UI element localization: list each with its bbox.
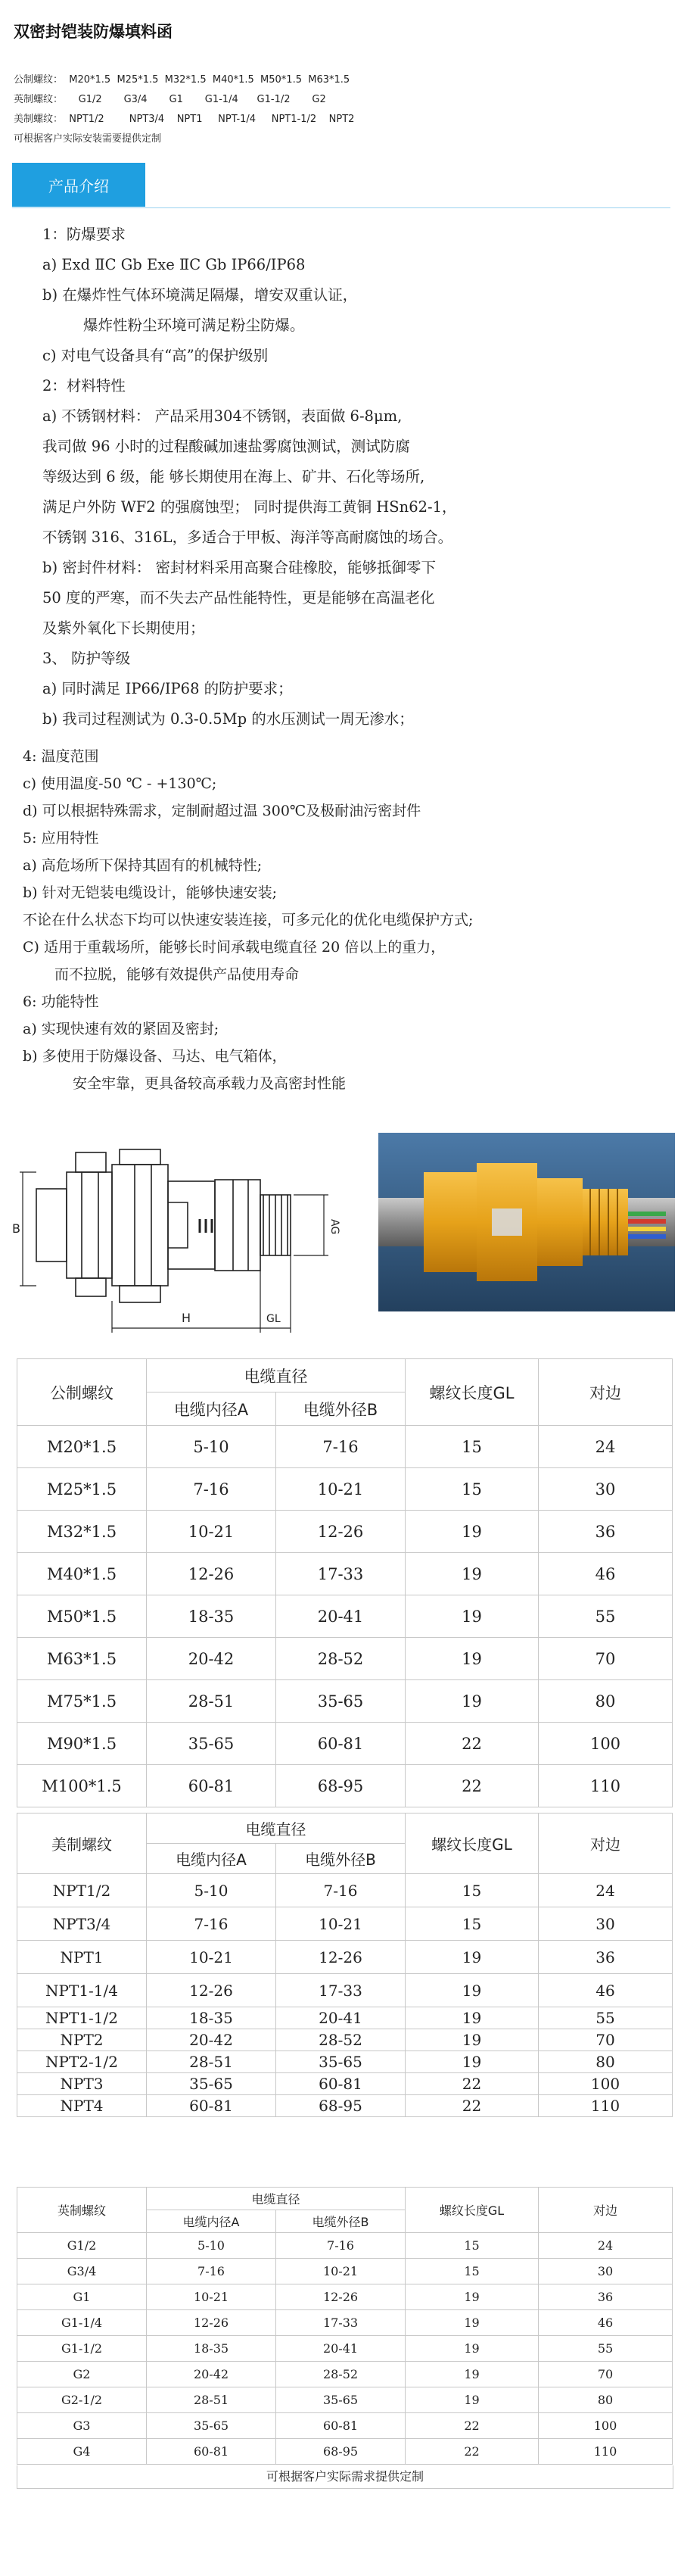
table-cell: 100 [539, 2413, 673, 2439]
table-cell: NPT3/4 [17, 1907, 147, 1941]
table-cell: 17-33 [276, 2310, 406, 2336]
content-line: 等级达到 6 级，能 够长期使用在海上、矿井、石化等场所, [42, 468, 425, 485]
table-cell: G1 [17, 2284, 147, 2310]
table-cell: 36 [539, 2284, 673, 2310]
content-line: b) 我司过程测试为 0.3-0.5Mp 的水压测试一周无渗水； [42, 710, 414, 728]
section-3-heading: 3、 防护等级 [42, 650, 131, 667]
table-cell: 100 [539, 1723, 673, 1765]
table-cell: 15 [406, 1874, 539, 1907]
table-cell: 60-81 [276, 2413, 406, 2439]
table-row [17, 1553, 673, 1595]
content-line: a) 高危场所下保持其固有的机械特性; [23, 857, 263, 874]
table-cell: M40*1.5 [17, 1553, 147, 1595]
table-cell: 110 [539, 1765, 673, 1807]
content-line: 不锈钢 316、316L，多适合于甲板、海洋等高耐腐蚀的场合。 [42, 529, 453, 546]
table-cell: M90*1.5 [17, 1723, 147, 1765]
metric-rows [17, 1426, 673, 1807]
table-cell: 80 [539, 2051, 673, 2073]
table-cell: 19 [406, 1553, 539, 1595]
table-cell: 19 [406, 2051, 539, 2073]
tab-divider [12, 207, 670, 208]
table-cell: 7-16 [276, 2233, 406, 2259]
content-line: 不论在什么状态下均可以快速安装连接，可多元化的优化电缆保护方式; [23, 912, 474, 928]
table-cell: 15 [406, 2233, 539, 2259]
table-cell: 68-95 [276, 2095, 406, 2117]
table-cell: 20-41 [276, 1595, 406, 1638]
table-cell: 28-52 [276, 1638, 406, 1680]
table-cell: NPT1/2 [17, 1874, 147, 1907]
dimension-h-label: H [182, 1311, 191, 1325]
across-flats-header: 对边 [539, 2188, 673, 2233]
customization-footer-note: 可根据客户实际需求提供定制 [17, 2465, 673, 2489]
table-cell: 60-81 [147, 1765, 276, 1807]
content-line: 爆炸性粉尘环境可满足粉尘防爆。 [83, 317, 305, 334]
table-cell: 20-42 [147, 1638, 276, 1680]
tab-product-intro[interactable]: 产品介绍 [12, 163, 145, 207]
table-row [17, 2413, 673, 2439]
table-cell: 19 [406, 1511, 539, 1553]
table-cell: 46 [539, 1974, 673, 2007]
section-6-heading: 6: 功能特性 [23, 993, 99, 1010]
american-thread-header: 美制螺纹 [17, 1813, 147, 1874]
table-cell: 7-16 [147, 2259, 276, 2284]
table-cell: 15 [406, 1907, 539, 1941]
table-cell: M50*1.5 [17, 1595, 147, 1638]
thread-length-header: 螺纹长度GL [406, 1813, 539, 1874]
table-cell: 46 [539, 2310, 673, 2336]
table-cell: G4 [17, 2439, 147, 2465]
table-cell: NPT2 [17, 2029, 147, 2051]
british-thread-table [17, 2187, 673, 2465]
table-row [17, 2336, 673, 2362]
content-line: b) 针对无铠装电缆设计，能够快速安装; [23, 884, 278, 901]
dimension-gl-label: GL [266, 1313, 281, 1325]
table-cell: 30 [539, 1468, 673, 1511]
table-cell: 36 [539, 1941, 673, 1974]
content-line: 及紫外氧化下长期使用； [42, 619, 205, 637]
table-row [17, 2233, 673, 2259]
cable-gland-cutaway-photo [378, 1133, 675, 1311]
british-thread-spec: 英制螺纹： G1/2 G3/4 G1 G1-1/4 G1-1/2 G2 [14, 94, 326, 105]
table-cell: G3/4 [17, 2259, 147, 2284]
content-line: a) 同时满足 IP66/IP68 的防护要求； [42, 680, 293, 697]
table-row [17, 2439, 673, 2465]
table-cell: 18-35 [147, 2336, 276, 2362]
table-row [17, 2095, 673, 2117]
inner-diameter-header: 电缆内径A [147, 2210, 276, 2233]
american-rows [17, 1874, 673, 2117]
table-cell: 24 [539, 1426, 673, 1468]
table-cell: 35-65 [276, 2387, 406, 2413]
table-row [17, 2387, 673, 2413]
dimension-b-label: B [12, 1221, 20, 1236]
custom-note: 可根据客户实际安装需要提供定制 [14, 133, 162, 145]
table-cell: NPT4 [17, 2095, 147, 2117]
table-cell: 30 [539, 1907, 673, 1941]
table-cell: 22 [406, 2413, 539, 2439]
content-line: a) Exd ⅡC Gb Exe ⅡC Gb IP66/IP68 [42, 256, 306, 273]
section-4-heading: 4: 温度范围 [23, 748, 99, 765]
cable-diameter-header: 电缆直径 [147, 1813, 406, 1844]
table-cell: G2-1/2 [17, 2387, 147, 2413]
table-cell: M75*1.5 [17, 1680, 147, 1723]
content-line: 而不拉脱，能够有效提供产品使用寿命 [54, 966, 300, 983]
content-line: b) 在爆炸性气体环境满足隔爆，增安双重认证， [42, 286, 358, 304]
dimension-ag-label: AG [328, 1219, 340, 1235]
content-line: 50 度的严寒，而不失去产品性能特性，更是能够在高温老化 [42, 589, 435, 607]
table-row [17, 2051, 673, 2073]
table-cell: 60-81 [147, 2439, 276, 2465]
inner-diameter-header: 电缆内径A [147, 1844, 276, 1874]
table-row [17, 1723, 673, 1765]
table-cell: 30 [539, 2259, 673, 2284]
table-cell: 24 [539, 1874, 673, 1907]
table-cell: 100 [539, 2073, 673, 2095]
table-cell: 19 [406, 2310, 539, 2336]
cable-diameter-header: 电缆直径 [147, 1359, 406, 1392]
table-cell: NPT1-1/4 [17, 1974, 147, 2007]
table-cell: 55 [539, 2007, 673, 2029]
table-row [17, 1426, 673, 1468]
table-row [17, 1907, 673, 1941]
table-cell: 10-21 [147, 2284, 276, 2310]
table-cell: 68-95 [276, 2439, 406, 2465]
table-cell: 7-16 [147, 1468, 276, 1511]
outer-diameter-header: 电缆外径B [276, 1844, 406, 1874]
table-cell: 19 [406, 2387, 539, 2413]
table-cell: 28-52 [276, 2029, 406, 2051]
cable-diameter-header: 电缆直径 [147, 2188, 406, 2210]
table-cell: 55 [539, 2336, 673, 2362]
table-row [17, 1974, 673, 2007]
content-line: a) 不锈钢材料： 产品采用304不锈钢，表面做 6-8μm, [42, 407, 403, 425]
table-cell: NPT1-1/2 [17, 2007, 147, 2029]
american-thread-spec: 美制螺纹： NPT1/2 NPT3/4 NPT1 NPT-1/4 NPT1-1/2 NPT2 [14, 114, 355, 125]
table-cell: 35-65 [147, 1723, 276, 1765]
table-cell: M100*1.5 [17, 1765, 147, 1807]
section-5-heading: 5: 应用特性 [23, 830, 99, 847]
british-rows [17, 2233, 673, 2465]
table-cell: 20-41 [276, 2336, 406, 2362]
table-cell: 10-21 [276, 2259, 406, 2284]
table-cell: 15 [406, 1468, 539, 1511]
table-cell: G1-1/2 [17, 2336, 147, 2362]
metric-thread-table [17, 1358, 673, 1807]
table-cell: 20-42 [147, 2362, 276, 2387]
page-title: 双密封铠装防爆填料函 [14, 23, 173, 41]
table-row [17, 1941, 673, 1974]
content-line: C) 适用于重载场所，能够长时间承载电缆直径 20 倍以上的重力， [23, 939, 446, 956]
content-line: 安全牢靠，更具备较高承载力及高密封性能 [73, 1075, 347, 1092]
table-cell: 19 [406, 2336, 539, 2362]
content-line: b) 多使用于防爆设备、马达、电气箱体， [23, 1048, 287, 1065]
across-flats-header: 对边 [539, 1359, 673, 1426]
table-cell: 12-26 [276, 1511, 406, 1553]
table-cell: 55 [539, 1595, 673, 1638]
table-cell: 10-21 [147, 1941, 276, 1974]
metric-thread-header: 公制螺纹 [17, 1359, 147, 1426]
table-cell: 18-35 [147, 2007, 276, 2029]
table-cell: 60-81 [147, 2095, 276, 2117]
table-cell: 20-41 [276, 2007, 406, 2029]
table-cell: 19 [406, 1638, 539, 1680]
table-row [17, 1638, 673, 1680]
table-cell: 12-26 [276, 1941, 406, 1974]
table-cell: 35-65 [276, 1680, 406, 1723]
table-cell: 10-21 [276, 1468, 406, 1511]
table-cell: 36 [539, 1511, 673, 1553]
table-cell: 28-51 [147, 2387, 276, 2413]
table-row [17, 1468, 673, 1511]
table-cell: 70 [539, 1638, 673, 1680]
table-cell: 12-26 [147, 2310, 276, 2336]
table-cell: 80 [539, 2387, 673, 2413]
table-cell: 28-52 [276, 2362, 406, 2387]
thread-length-header: 螺纹长度GL [406, 1359, 539, 1426]
table-cell: 22 [406, 2095, 539, 2117]
inner-diameter-header: 电缆内径A [147, 1392, 276, 1426]
table-cell: 19 [406, 1680, 539, 1723]
table-cell: M63*1.5 [17, 1638, 147, 1680]
table-cell: 19 [406, 1974, 539, 2007]
table-cell: 19 [406, 1941, 539, 1974]
section-1-heading: 1：防爆要求 [42, 226, 126, 243]
table-row [17, 1680, 673, 1723]
content-line: 我司做 96 小时的过程酸碱加速盐雾腐蚀测试，测试防腐 [42, 438, 410, 455]
table-cell: G3 [17, 2413, 147, 2439]
table-row [17, 1874, 673, 1907]
table-cell: 18-35 [147, 1595, 276, 1638]
table-cell: 70 [539, 2029, 673, 2051]
table-cell: 22 [406, 2073, 539, 2095]
table-cell: 110 [539, 2095, 673, 2117]
table-cell: 17-33 [276, 1553, 406, 1595]
table-cell: 5-10 [147, 1426, 276, 1468]
table-cell: 5-10 [147, 2233, 276, 2259]
table-cell: 28-51 [147, 2051, 276, 2073]
thread-length-header: 螺纹长度GL [406, 2188, 539, 2233]
british-thread-header: 英制螺纹 [17, 2188, 147, 2233]
table-row [17, 1765, 673, 1807]
table-cell: 12-26 [276, 2284, 406, 2310]
table-cell: M20*1.5 [17, 1426, 147, 1468]
table-cell: 22 [406, 2439, 539, 2465]
table-row [17, 2007, 673, 2029]
table-cell: 22 [406, 1765, 539, 1807]
table-cell: 19 [406, 2362, 539, 2387]
table-row [17, 2310, 673, 2336]
table-cell: 60-81 [276, 2073, 406, 2095]
content-line: a) 实现快速有效的紧固及密封; [23, 1021, 219, 1037]
table-cell: 19 [406, 1595, 539, 1638]
table-cell: 7-16 [276, 1874, 406, 1907]
table-cell: 46 [539, 1553, 673, 1595]
table-row [17, 2284, 673, 2310]
table-cell: 60-81 [276, 1723, 406, 1765]
outer-diameter-header: 电缆外径B [276, 1392, 406, 1426]
american-thread-table [17, 1813, 673, 2117]
table-cell: 19 [406, 2029, 539, 2051]
table-cell: 80 [539, 1680, 673, 1723]
content-line: b) 密封件材料： 密封材料采用高聚合硅橡胶，能够抵御零下 [42, 559, 436, 576]
content-line: c) 对电气设备具有“高”的保护级别 [42, 347, 269, 364]
table-cell: 68-95 [276, 1765, 406, 1807]
table-cell: 12-26 [147, 1974, 276, 2007]
metric-thread-spec: 公制螺纹： M20*1.5 M25*1.5 M32*1.5 M40*1.5 M50*1.5 M63*1.5 [14, 74, 350, 86]
table-cell: 15 [406, 1426, 539, 1468]
table-cell: 35-65 [147, 2413, 276, 2439]
table-cell: NPT2-1/2 [17, 2051, 147, 2073]
table-cell: 15 [406, 2259, 539, 2284]
table-cell: 12-26 [147, 1553, 276, 1595]
outer-diameter-header: 电缆外径B [276, 2210, 406, 2233]
table-cell: 20-42 [147, 2029, 276, 2051]
section-2-heading: 2：材料特性 [42, 377, 126, 395]
table-cell: 35-65 [276, 2051, 406, 2073]
table-row [17, 2029, 673, 2051]
content-line: 满足户外防 WF2 的强腐蚀型； 同时提供海工黄铜 HSn62-1， [42, 498, 457, 516]
table-cell: 19 [406, 2007, 539, 2029]
table-cell: 7-16 [147, 1907, 276, 1941]
table-cell: M32*1.5 [17, 1511, 147, 1553]
table-row [17, 2259, 673, 2284]
table-cell: 70 [539, 2362, 673, 2387]
table-cell: G1/2 [17, 2233, 147, 2259]
content-line: d) 可以根据特殊需求，定制耐超过温 300℃及极耐油污密封件 [23, 803, 421, 819]
table-cell: NPT3 [17, 2073, 147, 2095]
table-row [17, 1595, 673, 1638]
table-cell: 17-33 [276, 1974, 406, 2007]
table-cell: 19 [406, 2284, 539, 2310]
table-cell: G1-1/4 [17, 2310, 147, 2336]
content-line: c) 使用温度-50 ℃ - +130℃; [23, 775, 217, 792]
table-cell: NPT1 [17, 1941, 147, 1974]
table-cell: 28-51 [147, 1680, 276, 1723]
table-cell: 24 [539, 2233, 673, 2259]
table-row [17, 1511, 673, 1553]
table-cell: 7-16 [276, 1426, 406, 1468]
cable-gland-drawing [6, 1119, 363, 1339]
table-cell: 110 [539, 2439, 673, 2465]
table-cell: 10-21 [276, 1907, 406, 1941]
table-cell: 10-21 [147, 1511, 276, 1553]
table-cell: 5-10 [147, 1874, 276, 1907]
table-cell: 22 [406, 1723, 539, 1765]
table-cell: 35-65 [147, 2073, 276, 2095]
table-row [17, 2362, 673, 2387]
table-cell: M25*1.5 [17, 1468, 147, 1511]
across-flats-header: 对边 [539, 1813, 673, 1874]
table-cell: G2 [17, 2362, 147, 2387]
table-row [17, 2073, 673, 2095]
